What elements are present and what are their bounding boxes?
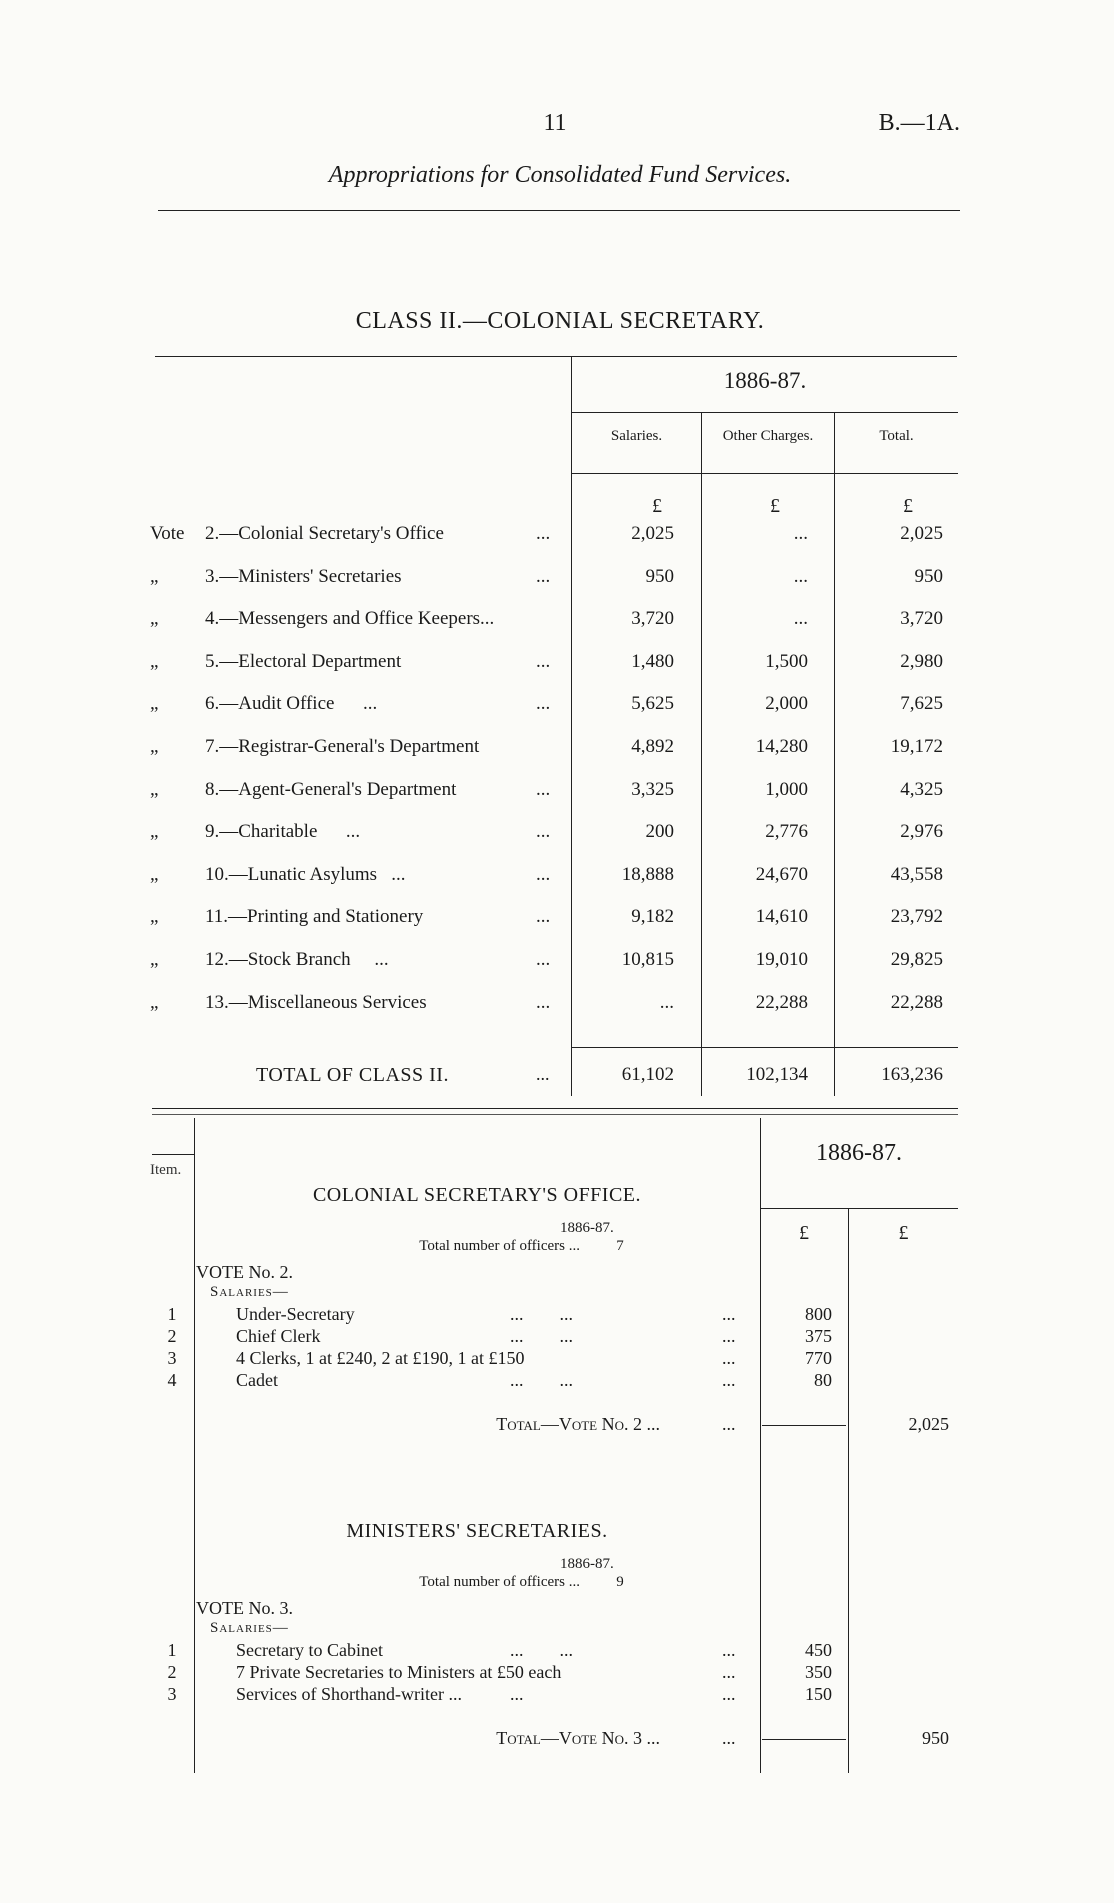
summary-row-total: 43,558 (890, 864, 943, 885)
summary-row-salaries: 18,888 (621, 864, 674, 885)
summary-row-other-charges: 19,010 (755, 949, 808, 970)
vote-total-rule (762, 1425, 846, 1426)
summary-row-salaries: ... (659, 992, 674, 1013)
item-number: 4 (167, 1370, 177, 1390)
summary-row-label: 4.—Messengers and Office Keepers... (205, 608, 495, 629)
currency-other: £ (770, 495, 780, 517)
detail-year: 1886-87. (816, 1140, 902, 1166)
summary-row-prefix: Vote (150, 523, 185, 544)
item-dots-end: ... (722, 1640, 736, 1660)
summary-title: CLASS II.—COLONIAL SECRETARY. (355, 308, 765, 334)
summary-row-other-charges: 14,280 (755, 736, 808, 757)
summary-row-other-charges: 22,288 (755, 992, 808, 1013)
item-number: 1 (167, 1640, 177, 1660)
item-dots: ... (510, 1684, 524, 1704)
summary-row-other-charges: 1,000 (765, 779, 808, 800)
summary-row-total: 3,720 (900, 608, 943, 629)
summary-total-rule (572, 1047, 958, 1048)
summary-row-label: 13.—Miscellaneous Services (205, 992, 427, 1013)
summary-row-prefix: „ (150, 949, 159, 970)
item-amount: 770 (805, 1348, 832, 1368)
section-title: COLONIAL SECRETARY'S OFFICE. (312, 1184, 642, 1206)
summary-row-prefix: „ (150, 906, 159, 927)
page-subtitle: Appropriations for Consolidated Fund Services. (328, 162, 792, 188)
officers-count: 9 (616, 1574, 624, 1590)
summary-year-rule (572, 412, 958, 413)
col-header-salaries: Salaries. (610, 428, 663, 444)
summary-total-salaries: 61,102 (621, 1064, 674, 1085)
item-column-divider (194, 1118, 195, 1773)
summary-row-other-charges: 14,610 (755, 906, 808, 927)
document-reference: B.—1A. (878, 110, 960, 136)
vote-total-rule (762, 1739, 846, 1740)
summary-row-total: 2,025 (900, 523, 943, 544)
vote-heading: VOTE No. 3. (196, 1598, 293, 1618)
summary-row-total: 4,325 (900, 779, 943, 800)
col-header-total: Total. (879, 428, 914, 444)
item-amount: 450 (805, 1640, 832, 1660)
summary-row-other-charges: ... (793, 608, 808, 629)
item-amount: 80 (814, 1370, 832, 1390)
summary-row-total: 22,288 (890, 992, 943, 1013)
summary-row-dots: ... (536, 523, 551, 544)
summary-row-total: 23,792 (890, 906, 943, 927)
summary-row-prefix: „ (150, 693, 159, 714)
summary-row-label: 2.—Colonial Secretary's Office (205, 523, 444, 544)
summary-row-prefix: „ (150, 992, 159, 1013)
item-number: 3 (167, 1348, 177, 1368)
summary-row-dots: ... (536, 693, 551, 714)
summary-row-label: 10.—Lunatic Asylums ... (205, 864, 406, 885)
vote-total-dots: ... (722, 1414, 736, 1434)
summary-row-prefix: „ (150, 651, 159, 672)
summary-row-salaries: 5,625 (631, 693, 674, 714)
summary-row-label: 3.—Ministers' Secretaries (205, 566, 402, 587)
summary-total-dots: ... (536, 1064, 550, 1084)
item-amount: 350 (805, 1662, 832, 1682)
item-dots-end: ... (722, 1370, 736, 1390)
summary-row-other-charges: 2,776 (765, 821, 808, 842)
detail-currency-b: £ (898, 1222, 909, 1244)
salaries-heading: Salaries— (210, 1284, 289, 1300)
detail-year-rule (760, 1208, 958, 1209)
summary-row-other-charges: 2,000 (765, 693, 808, 714)
item-dots-end: ... (722, 1304, 736, 1324)
vote-total-label: Total—Vote No. 3 ... (496, 1728, 660, 1748)
summary-row-prefix: „ (150, 608, 159, 629)
summary-row-total: 19,172 (890, 736, 943, 757)
summary-top-rule (155, 356, 957, 357)
page-number: 11 (543, 110, 567, 136)
summary-row-salaries: 2,025 (631, 523, 674, 544)
summary-row-label: 6.—Audit Office ... (205, 693, 378, 714)
summary-row-salaries: 4,892 (631, 736, 674, 757)
col-header-rule (572, 473, 958, 474)
summary-row-total: 950 (914, 566, 943, 587)
item-number: 1 (167, 1304, 177, 1324)
col-header-other-charges: Other Charges. (722, 428, 814, 444)
item-label: Services of Shorthand-writer ... (236, 1684, 462, 1704)
item-dots-end: ... (722, 1326, 736, 1346)
summary-row-label: 8.—Agent-General's Department (205, 779, 457, 800)
summary-row-salaries: 200 (645, 821, 674, 842)
summary-row-label: 9.—Charitable ... (205, 821, 361, 842)
detail-currency-a: £ (799, 1222, 809, 1244)
summary-row-salaries: 3,720 (631, 608, 674, 629)
summary-row-dots: ... (536, 821, 551, 842)
officers-year: 1886-87. (560, 1220, 614, 1236)
vote-total-dots: ... (722, 1728, 736, 1748)
vote-total-label: Total—Vote No. 2 ... (496, 1414, 660, 1434)
item-amount: 800 (805, 1304, 832, 1324)
summary-row-label: 7.—Registrar-General's Department (205, 736, 480, 757)
vote-heading: VOTE No. 2. (196, 1262, 293, 1282)
amount-subcolumn-divider (848, 1208, 849, 1773)
summary-total-label: TOTAL OF CLASS II. (256, 1064, 449, 1086)
item-label: 4 Clerks, 1 at £240, 2 at £190, 1 at £150 (236, 1348, 525, 1368)
summary-row-salaries: 10,815 (621, 949, 674, 970)
summary-row-total: 29,825 (890, 949, 943, 970)
summary-row-dots: ... (536, 779, 551, 800)
summary-row-other-charges: ... (793, 566, 808, 587)
summary-row-prefix: „ (150, 736, 159, 757)
summary-bottom-rule (152, 1108, 958, 1109)
item-column-header: Item. (150, 1162, 182, 1178)
item-amount: 375 (805, 1326, 832, 1346)
summary-row-prefix: „ (150, 864, 159, 885)
summary-row-total: 2,980 (900, 651, 943, 672)
summary-row-other-charges: 1,500 (765, 651, 808, 672)
summary-row-label: 11.—Printing and Stationery (205, 906, 424, 927)
item-dots-end: ... (722, 1684, 736, 1704)
item-number: 2 (167, 1326, 177, 1346)
officers-count: 7 (616, 1238, 624, 1254)
item-dots-end: ... (722, 1662, 736, 1682)
vote-total-amount: 950 (922, 1728, 949, 1748)
officers-label: Total number of officers ... (419, 1574, 580, 1590)
summary-total-other: 102,134 (746, 1064, 808, 1085)
summary-row-salaries: 1,480 (631, 651, 674, 672)
summary-row-label: 12.—Stock Branch ... (205, 949, 389, 970)
summary-row-dots: ... (536, 651, 551, 672)
section-title: MINISTERS' SECRETARIES. (346, 1520, 608, 1542)
summary-row-label: 5.—Electoral Department (205, 651, 402, 672)
header-rule (158, 210, 960, 211)
currency-total: £ (903, 495, 913, 517)
item-dots: ... ... (510, 1370, 573, 1390)
summary-year: 1886-87. (723, 368, 807, 393)
salaries-heading: Salaries— (210, 1620, 289, 1636)
summary-row-salaries: 950 (645, 566, 674, 587)
currency-salaries: £ (652, 495, 662, 517)
summary-row-dots: ... (536, 949, 551, 970)
item-label: 7 Private Secretaries to Ministers at £50 each (236, 1662, 562, 1682)
item-dots: ... ... (510, 1640, 573, 1660)
summary-row-prefix: „ (150, 821, 159, 842)
item-label: Secretary to Cabinet (236, 1640, 383, 1660)
summary-row-total: 2,976 (900, 821, 943, 842)
summary-row-total: 7,625 (900, 693, 943, 714)
item-dots-end: ... (722, 1348, 736, 1368)
summary-row-prefix: „ (150, 779, 159, 800)
item-label: Under-Secretary (236, 1304, 355, 1324)
summary-row-prefix: „ (150, 566, 159, 587)
summary-row-dots: ... (536, 906, 551, 927)
summary-row-salaries: 9,182 (631, 906, 674, 927)
item-amount: 150 (805, 1684, 832, 1704)
item-number: 3 (167, 1684, 177, 1704)
summary-label-divider (571, 356, 572, 1096)
item-label: Chief Clerk (236, 1326, 321, 1346)
summary-row-dots: ... (536, 566, 551, 587)
summary-row-other-charges: 24,670 (755, 864, 808, 885)
vote-total-amount: 2,025 (908, 1414, 949, 1434)
item-header-rule (152, 1154, 194, 1155)
summary-row-dots: ... (536, 864, 551, 885)
summary-row-salaries: 3,325 (631, 779, 674, 800)
item-dots: ... ... (510, 1304, 573, 1324)
item-number: 2 (167, 1662, 177, 1682)
summary-row-dots: ... (536, 992, 551, 1013)
item-label: Cadet (236, 1370, 278, 1390)
officers-label: Total number of officers ... (419, 1238, 580, 1254)
summary-row-other-charges: ... (793, 523, 808, 544)
item-dots: ... ... (510, 1326, 573, 1346)
officers-year: 1886-87. (560, 1556, 614, 1572)
summary-bottom-rule-2 (152, 1114, 958, 1115)
summary-total-total: 163,236 (881, 1064, 943, 1085)
